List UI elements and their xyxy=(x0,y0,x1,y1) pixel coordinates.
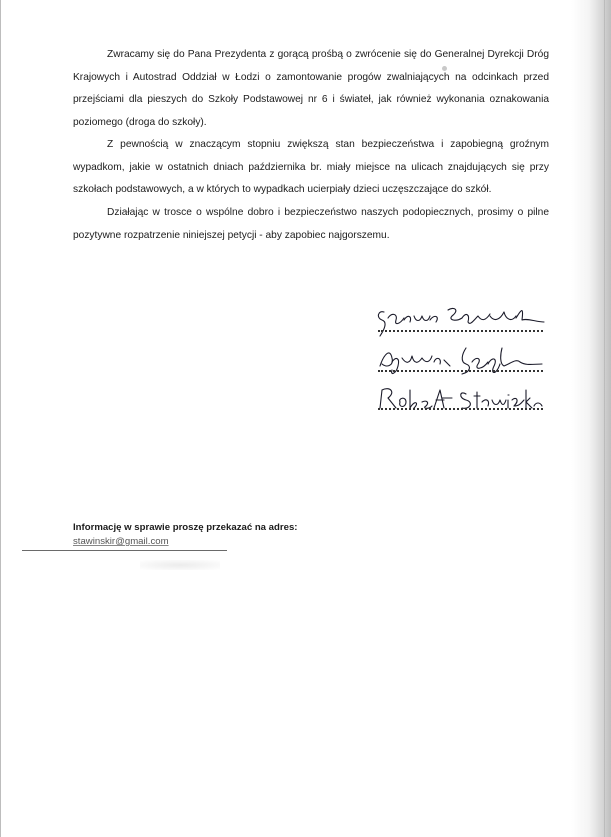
signature-line-3 xyxy=(378,408,543,410)
letter-paragraph-3 xyxy=(73,202,549,247)
letter-paragraph-1 xyxy=(73,44,549,134)
scan-edge-right xyxy=(604,0,605,837)
scan-shadow-right xyxy=(571,0,611,837)
paragraph-text: Działając w trosce o wspólne dobro i bezpieczeństwo naszych podopiecznych, prosimy o pilne pozytywne rozpatrzenie niniejszej petycji - aby zapobiec najgorszemu. xyxy=(73,207,549,241)
contact-label: Informację w sprawie proszę przekazać na adres: xyxy=(73,522,298,533)
signature-2 xyxy=(370,340,550,380)
letter-paragraph-2 xyxy=(73,134,549,202)
scan-edge-left xyxy=(0,0,1,837)
contact-info xyxy=(73,521,373,549)
signature-line-2 xyxy=(378,370,543,372)
handwritten-signature-1 xyxy=(370,300,550,340)
handwritten-signature-3 xyxy=(370,380,550,420)
signature-1 xyxy=(370,300,550,340)
contact-underline xyxy=(22,550,227,551)
paragraph-text: Z pewnością w znaczącym stopniu zwiększą stan bezpieczeństwa i zapobiegną groźnym wypadkom, jakie w ostatnich dniach października br. miały miejsce na ulicach znajdujących się przy szkołach podstawowych, a w których to wypadkach ucierpiały dzieci uczęszczające do szkół. xyxy=(73,139,549,195)
paragraph-text: Zwracamy się do Pana Prezydenta z gorącą prośbą o zwrócenie się do Generalnej Dyrekcji Dróg Krajowych i Autostrad Oddział w Łodzi o zamontowanie progów zwalniających na odcinkach przed przejściami dla pieszych do Szkoły Podstawowej nr 6 i świateł, jak również wykonania oznakowania poziomego (droga do szkoły). xyxy=(73,49,549,128)
signature-3 xyxy=(370,380,550,420)
signature-line-1 xyxy=(378,330,543,332)
scan-smudge xyxy=(140,560,220,570)
contact-email[interactable]: stawinskir@gmail.com xyxy=(73,536,169,547)
handwritten-signature-2 xyxy=(370,340,550,380)
